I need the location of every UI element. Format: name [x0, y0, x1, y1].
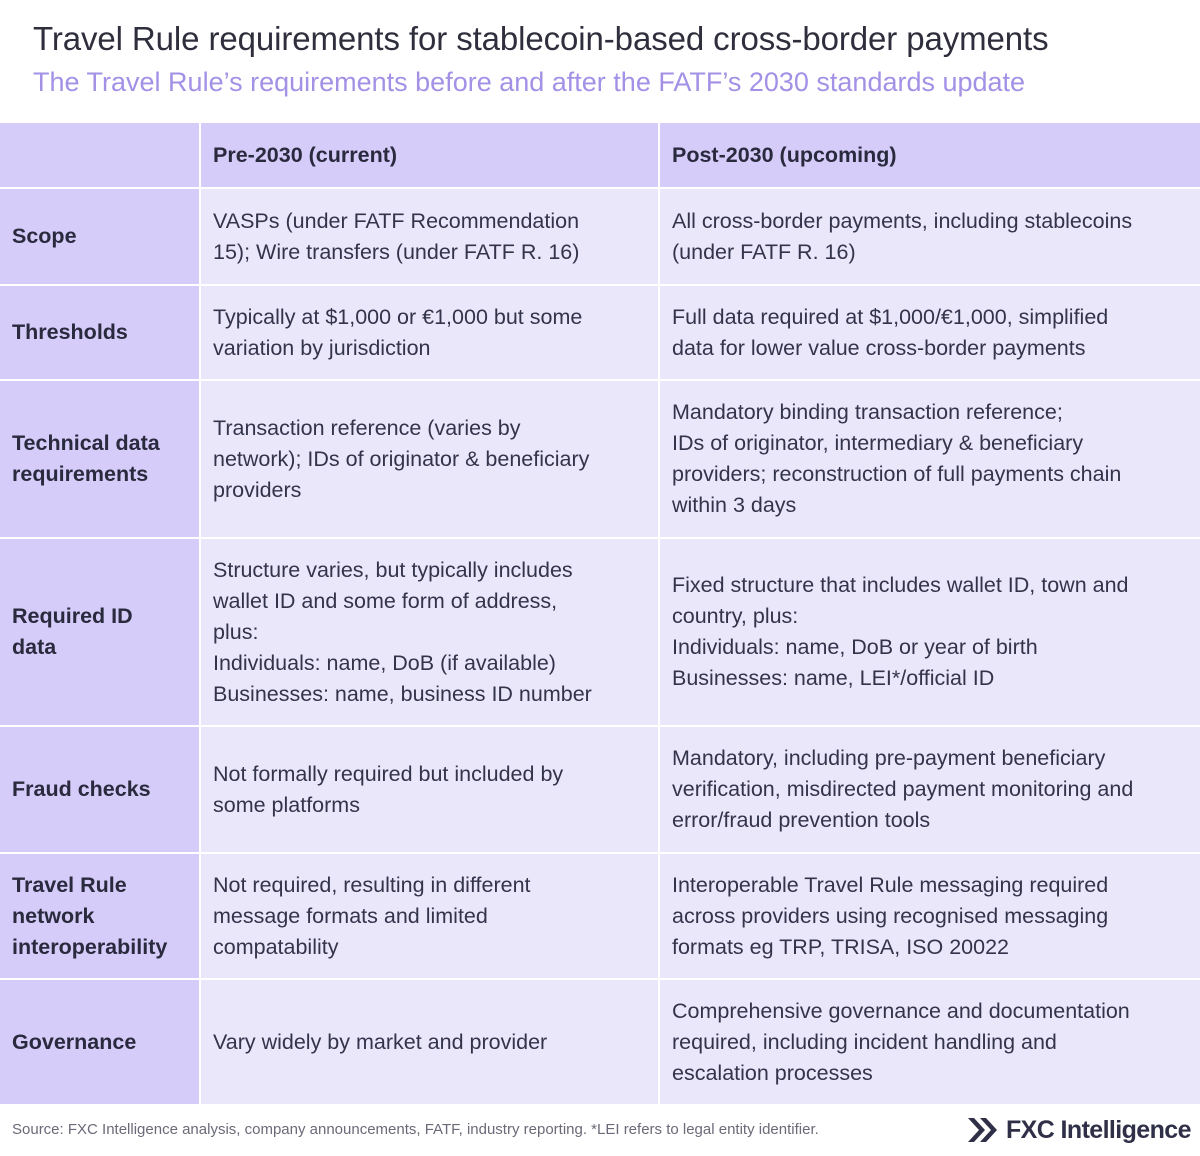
header-cell-post-2030	[660, 123, 1200, 187]
post-2030-text: Mandatory binding transaction reference; IDs of originator, intermediary & beneficiary providers; reconstruction of full payments chain within 3 days	[672, 400, 1122, 517]
post-2030-text: Comprehensive governance and documentation required, including incident handling and escalation processes	[672, 998, 1130, 1085]
pre-2030-text: Transaction reference (varies by network); IDs of originator & beneficiary providers	[213, 415, 590, 502]
row-label: Required ID data	[12, 604, 133, 659]
row-label: Thresholds	[12, 320, 128, 344]
fxc-logo-icon	[966, 1114, 1000, 1146]
table-header-row	[0, 123, 1200, 187]
row-label-cell	[0, 381, 199, 537]
post-2030-text: Fixed structure that includes wallet ID, town and country, plus: Individuals: name, DoB or year of birth Businesses: name, LEI*/official ID	[672, 573, 1129, 690]
row-label-cell	[0, 727, 199, 852]
table-row	[0, 379, 1200, 537]
table-row	[0, 284, 1200, 379]
pre-2030-cell	[201, 727, 658, 852]
table-row	[0, 187, 1200, 284]
header-pre-2030-text: Pre-2030 (current)	[213, 142, 398, 167]
row-label: Scope	[12, 224, 77, 248]
logo-text: FXC Intelligence	[1006, 1115, 1191, 1144]
post-2030-cell	[660, 539, 1200, 725]
pre-2030-cell	[201, 980, 658, 1104]
comparison-table	[0, 123, 1200, 1104]
row-label-cell	[0, 539, 199, 725]
table-row	[0, 537, 1200, 725]
row-label-cell	[0, 189, 199, 284]
post-2030-text: Interoperable Travel Rule messaging required across providers using recognised messaging formats eg TRP, TRISA, ISO 20022	[672, 872, 1109, 959]
post-2030-text: All cross-border payments, including stablecoins (under FATF R. 16)	[672, 208, 1133, 264]
page-subtitle: The Travel Rule’s requirements before and after the FATF’s 2030 standards update	[33, 67, 1026, 97]
pre-2030-cell	[201, 189, 658, 284]
table-row	[0, 978, 1200, 1104]
header-cell-pre-2030	[201, 123, 658, 187]
row-label-cell	[0, 286, 199, 379]
post-2030-text: Full data required at $1,000/€1,000, simplified data for lower value cross-border payments	[672, 304, 1109, 360]
pre-2030-text: Not formally required but included by some platforms	[213, 761, 564, 817]
pre-2030-cell	[201, 286, 658, 379]
pre-2030-cell	[201, 539, 658, 725]
header-post-2030-text: Post-2030 (upcoming)	[672, 142, 897, 167]
pre-2030-cell	[201, 854, 658, 978]
table-row	[0, 725, 1200, 852]
pre-2030-text: Not required, resulting in different message formats and limited compatability	[213, 872, 531, 959]
post-2030-cell	[660, 286, 1200, 379]
pre-2030-text: Structure varies, but typically includes wallet ID and some form of address, plus: Individuals: name, DoB (if available) Businesses: name, business ID number	[213, 557, 592, 706]
row-label-cell	[0, 980, 199, 1104]
post-2030-cell	[660, 980, 1200, 1104]
pre-2030-text: Vary widely by market and provider	[213, 1029, 548, 1054]
post-2030-text: Mandatory, including pre-payment beneficiary verification, misdirected payment monitoring and error/fraud prevention tools	[672, 746, 1134, 832]
source-note: Source: FXC Intelligence analysis, company announcements, FATF, industry reporting. *LEI refers to legal entity identifier.	[12, 1121, 819, 1138]
post-2030-cell	[660, 189, 1200, 284]
pre-2030-cell	[201, 381, 658, 537]
table-row	[0, 852, 1200, 978]
pre-2030-text: VASPs (under FATF Recommendation 15); Wire transfers (under FATF R. 16)	[213, 208, 580, 264]
row-label: Fraud checks	[12, 777, 151, 801]
row-label: Travel Rule network interoperability	[12, 872, 168, 959]
row-label: Technical data requirements	[12, 431, 160, 486]
post-2030-cell	[660, 727, 1200, 852]
post-2030-cell	[660, 854, 1200, 978]
header-cell-blank	[0, 123, 199, 187]
page-title: Travel Rule requirements for stablecoin-based cross-border payments	[33, 20, 1049, 57]
row-label: Governance	[12, 1029, 137, 1054]
post-2030-cell	[660, 381, 1200, 537]
fxc-logo	[966, 1114, 1191, 1146]
pre-2030-text: Typically at $1,000 or €1,000 but some variation by jurisdiction	[213, 304, 583, 360]
row-label-cell	[0, 854, 199, 978]
